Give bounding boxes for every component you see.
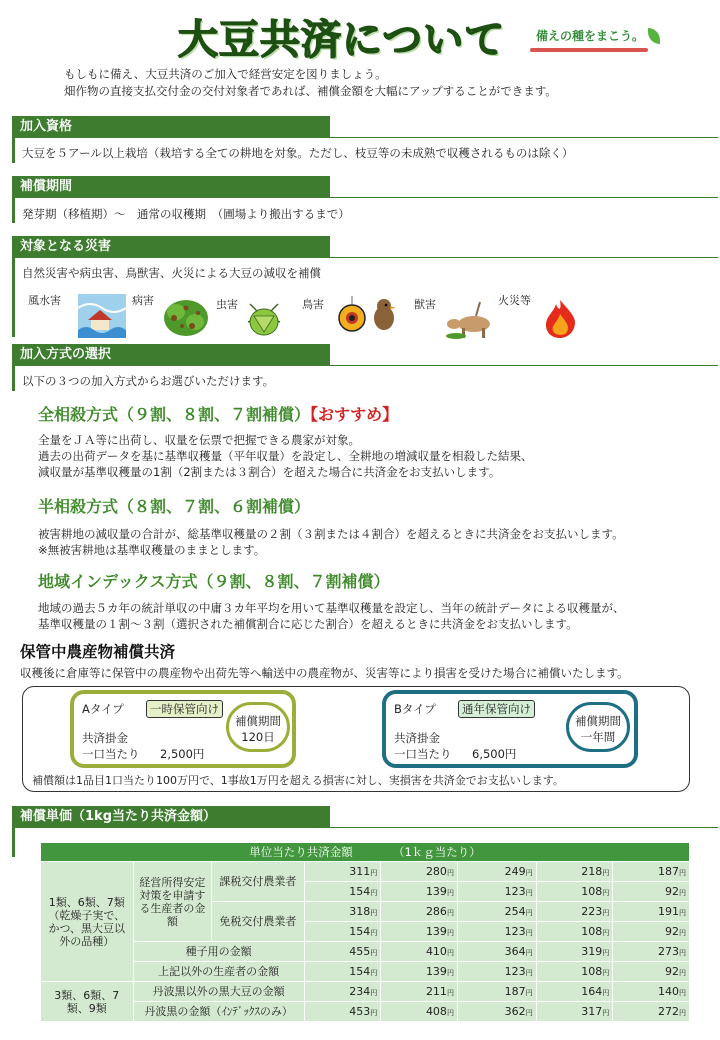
price-cell: 286円 bbox=[381, 902, 457, 921]
storage-note: 補償額は1品目1口当たり100万円で、1事故1万円を超える損害に対し、実損害を共済金でお支払いします。 bbox=[32, 774, 564, 787]
price-cell: 408円 bbox=[381, 1002, 457, 1021]
page-title: 大豆共済について bbox=[178, 17, 506, 63]
price-cell: 453円 bbox=[305, 1002, 381, 1021]
method-half-offset-title: 半相殺方式（８割、７割、６割補償） bbox=[38, 497, 311, 516]
yen-unit: 円 bbox=[525, 949, 533, 957]
price-cell: 92円 bbox=[613, 922, 689, 941]
table-header: 単位当たり共済金額 （1ｋｇ当たり） bbox=[41, 843, 689, 861]
unit-price-table bbox=[40, 842, 690, 1022]
table-row bbox=[41, 862, 689, 881]
type-a-period: 120日 bbox=[241, 730, 275, 744]
yen-unit: 円 bbox=[679, 949, 686, 957]
price-cell: 362円 bbox=[458, 1002, 536, 1021]
hazard-label-animal: 獣害 bbox=[414, 298, 436, 311]
section-bar bbox=[12, 137, 15, 163]
section-bar bbox=[12, 197, 15, 223]
methods-heading: 加入方式の選択 bbox=[12, 344, 330, 366]
type-b-card bbox=[382, 690, 638, 768]
yen-unit: 円 bbox=[679, 989, 686, 997]
price-cell: 249円 bbox=[458, 862, 536, 881]
yen-unit: 円 bbox=[370, 869, 378, 877]
price-cell: 123円 bbox=[458, 922, 536, 941]
price-cell: 234円 bbox=[305, 982, 381, 1001]
divider bbox=[12, 365, 718, 366]
row-label: 種子用の金額 bbox=[134, 942, 304, 961]
yen-unit: 円 bbox=[602, 889, 610, 897]
price-cell: 223円 bbox=[537, 902, 613, 921]
type-b-price: 6,500円 bbox=[472, 747, 517, 761]
type-b-unit-label: 一口当たり bbox=[394, 747, 452, 761]
row-label: 免税交付農業者 bbox=[212, 902, 303, 941]
type-a-period-badge bbox=[226, 702, 290, 752]
yen-unit: 円 bbox=[446, 869, 454, 877]
type-a-unit-label: 一口当たり bbox=[82, 747, 140, 761]
unit-price-heading: 補償単価（1kg当たり共済金額） bbox=[12, 806, 330, 828]
price-cell: 455円 bbox=[305, 942, 381, 961]
price-cell: 187円 bbox=[613, 862, 689, 881]
yen-unit: 円 bbox=[525, 1009, 533, 1017]
hazards-text: 自然災害や病虫害、鳥獣害、火災による大豆の減収を補償 bbox=[22, 266, 321, 280]
yen-unit: 円 bbox=[446, 909, 454, 917]
price-cell: 211円 bbox=[381, 982, 457, 1001]
price-cell: 218円 bbox=[537, 862, 613, 881]
recommended-badge: 【おすすめ】 bbox=[310, 405, 399, 424]
yen-unit: 円 bbox=[370, 969, 378, 977]
yen-unit: 円 bbox=[679, 929, 686, 937]
price-cell: 139円 bbox=[381, 922, 457, 941]
yen-unit: 円 bbox=[679, 969, 686, 977]
yen-unit: 円 bbox=[370, 1009, 378, 1017]
hazard-label-disease: 病害 bbox=[132, 294, 154, 307]
divider bbox=[12, 137, 718, 138]
yen-unit: 円 bbox=[446, 989, 454, 997]
sprout-icon bbox=[648, 28, 660, 44]
yen-unit: 円 bbox=[370, 909, 378, 917]
methods-text: 以下の３つの加入方式からお選びいただけます。 bbox=[22, 374, 275, 388]
yen-unit: 円 bbox=[370, 929, 378, 937]
yen-unit: 円 bbox=[602, 929, 610, 937]
type-b-period: 一年間 bbox=[580, 730, 616, 744]
type-a-period-label: 補償期間 bbox=[235, 714, 281, 728]
storage-title: 保管中農産物補償共済 bbox=[20, 643, 176, 661]
price-cell: 311円 bbox=[305, 862, 381, 881]
price-cell: 123円 bbox=[458, 962, 536, 981]
eligibility-text: 大豆を５アール以上栽培（栽培する全ての耕地を対象。ただし、枝豆等の未成熟で収穫されるものは除く） bbox=[22, 146, 574, 160]
price-cell: 280円 bbox=[381, 862, 457, 881]
price-cell: 139円 bbox=[381, 882, 457, 901]
yen-unit: 円 bbox=[679, 909, 686, 917]
hazard-label-fire: 火災等 bbox=[498, 294, 531, 307]
method-full-offset-name: 全相殺方式（９割、８割、７割補償） bbox=[38, 405, 311, 424]
method-full-offset-line: 全量をＪＡ等に出荷し、収量を伝票で把握できる農家が対象。 bbox=[38, 433, 360, 447]
price-cell: 319円 bbox=[537, 942, 613, 961]
yen-unit: 円 bbox=[602, 869, 610, 877]
price-cell: 92円 bbox=[613, 962, 689, 981]
section-bar bbox=[12, 257, 15, 337]
divider bbox=[12, 197, 718, 198]
type-b-tag: 通年保管向け bbox=[458, 700, 535, 718]
table-row bbox=[41, 962, 689, 981]
price-cell: 139円 bbox=[381, 962, 457, 981]
yen-unit: 円 bbox=[446, 949, 454, 957]
method-index-line: 基準収穫量の１割～３割（選択された補償割合に応じた割合）を超えるときに共済金をお支払いします。 bbox=[38, 617, 578, 631]
price-cell: 123円 bbox=[458, 882, 536, 901]
yen-unit: 円 bbox=[370, 949, 378, 957]
price-cell: 108円 bbox=[537, 922, 613, 941]
table-row bbox=[41, 1002, 689, 1021]
yen-unit: 円 bbox=[525, 969, 533, 977]
yen-unit: 円 bbox=[679, 889, 686, 897]
intro-line-2: 畑作物の直接支払交付金の交付対象者であれば、補償金額を大幅にアップすることができます。 bbox=[64, 84, 557, 98]
price-cell: 272円 bbox=[613, 1002, 689, 1021]
price-cell: 187円 bbox=[458, 982, 536, 1001]
price-cell: 154円 bbox=[305, 882, 381, 901]
period-text: 発芽期（移植期）～ 通常の収穫期 （圃場より搬出するまで） bbox=[22, 207, 350, 221]
price-cell: 273円 bbox=[613, 942, 689, 961]
price-cell: 154円 bbox=[305, 922, 381, 941]
yen-unit: 円 bbox=[679, 1009, 686, 1017]
price-cell: 254円 bbox=[458, 902, 536, 921]
eligibility-heading: 加入資格 bbox=[12, 116, 330, 138]
price-cell: 191円 bbox=[613, 902, 689, 921]
yen-unit: 円 bbox=[370, 989, 378, 997]
price-cell: 164円 bbox=[537, 982, 613, 1001]
method-full-offset-title bbox=[38, 402, 398, 425]
row-label: 課税交付農業者 bbox=[212, 862, 303, 901]
row-label: 丹波黒以外の黒大豆の金額 bbox=[134, 982, 304, 1001]
method-index-line: 地域の過去５カ年の統計単収の中庸３カ年平均を用いて基準収穫量を設定し、当年の統計データによる収穫量が、 bbox=[38, 601, 625, 615]
row-label: 上記以外の生産者の金額 bbox=[134, 962, 304, 981]
yen-unit: 円 bbox=[602, 909, 610, 917]
hazards-heading: 対象となる災害 bbox=[12, 236, 330, 258]
yen-unit: 円 bbox=[446, 969, 454, 977]
method-full-offset-line: 過去の出荷データを基に基準収穫量（平年収量）を設定し、全耕地の増減収量を相殺した結果、 bbox=[38, 449, 533, 463]
hazard-label-insect: 虫害 bbox=[216, 298, 238, 311]
type-b-premium-label: 共済掛金 bbox=[394, 731, 440, 745]
diseased-leaf-icon bbox=[162, 296, 210, 340]
divider bbox=[12, 827, 718, 828]
yen-unit: 円 bbox=[446, 889, 454, 897]
type-a-price: 2,500円 bbox=[160, 747, 205, 761]
slogan-text: 備えの種をまこう。 bbox=[536, 29, 645, 43]
price-cell: 108円 bbox=[537, 882, 613, 901]
yen-unit: 円 bbox=[525, 869, 533, 877]
type-a-label: Aタイプ bbox=[82, 702, 124, 716]
method-half-offset-line: ※無被害耕地は基準収穫量のままとします。 bbox=[38, 543, 266, 557]
type-a-tag: 一時保管向け bbox=[146, 700, 223, 718]
stink-bug-icon bbox=[242, 298, 286, 338]
group-2-label: 3類、6類、7類、9類 bbox=[41, 982, 133, 1021]
fire-icon bbox=[540, 298, 580, 338]
method-half-offset-line: 被害耕地の減収量の合計が、総基準収穫量の２割（３割または４割合）を超えるときに共済金をお支払いします。 bbox=[38, 527, 624, 541]
yen-unit: 円 bbox=[525, 929, 533, 937]
table-row bbox=[41, 942, 689, 961]
yen-unit: 円 bbox=[602, 949, 610, 957]
section-bar bbox=[12, 365, 15, 391]
slogan-underline bbox=[530, 48, 648, 52]
price-cell: 364円 bbox=[458, 942, 536, 961]
hazard-label-bird: 鳥害 bbox=[302, 298, 324, 311]
price-cell: 154円 bbox=[305, 962, 381, 981]
price-cell: 140円 bbox=[613, 982, 689, 1001]
yen-unit: 円 bbox=[525, 889, 533, 897]
period-heading: 補償期間 bbox=[12, 176, 330, 198]
yen-unit: 円 bbox=[602, 1009, 610, 1017]
slogan-logo bbox=[530, 24, 660, 50]
price-cell: 318円 bbox=[305, 902, 381, 921]
method-full-offset-line: 減収量が基準収穫量の1割（2割または３割合）を超えた場合に共済金をお支払いします。 bbox=[38, 465, 501, 479]
type-b-period-badge bbox=[566, 702, 630, 752]
yen-unit: 円 bbox=[602, 989, 610, 997]
yen-unit: 円 bbox=[446, 929, 454, 937]
hazard-label-flood: 風水害 bbox=[28, 294, 61, 307]
type-b-period-label: 補償期間 bbox=[575, 714, 621, 728]
yen-unit: 円 bbox=[370, 889, 378, 897]
price-cell: 317円 bbox=[537, 1002, 613, 1021]
price-cell: 410円 bbox=[381, 942, 457, 961]
table-header-row bbox=[41, 843, 689, 861]
group-1-label: 1類、6類、7類（乾燥子実で、かつ、黒大豆以外の品種） bbox=[41, 862, 133, 981]
storage-text: 収穫後に倉庫等に保管中の農産物や出荷先等へ輸送中の農産物が、災害等により損害を受けた場合に補償いたします。 bbox=[20, 666, 629, 680]
divider bbox=[12, 257, 718, 258]
yen-unit: 円 bbox=[446, 1009, 454, 1017]
table-row bbox=[41, 982, 689, 1001]
price-cell: 108円 bbox=[537, 962, 613, 981]
yen-unit: 円 bbox=[602, 969, 610, 977]
yen-unit: 円 bbox=[525, 989, 533, 997]
section-bar bbox=[12, 827, 15, 857]
subgroup-label: 経営所得安定対策を申請する生産者の金額 bbox=[134, 862, 212, 941]
method-index-title: 地域インデックス方式（９割、８割、７割補償） bbox=[38, 572, 390, 591]
yen-unit: 円 bbox=[679, 869, 686, 877]
bird-icon bbox=[338, 296, 400, 336]
type-b-label: Bタイプ bbox=[394, 702, 436, 716]
flood-house-icon bbox=[78, 294, 126, 338]
row-label: 丹波黒の金額（ｲﾝﾃﾞｯｸｽのみ） bbox=[134, 1002, 304, 1021]
intro-line-1: もしもに備え、大豆共済のご加入で経営安定を図りましょう。 bbox=[64, 67, 387, 81]
deer-icon bbox=[444, 298, 498, 340]
price-cell: 92円 bbox=[613, 882, 689, 901]
type-a-premium-label: 共済掛金 bbox=[82, 731, 128, 745]
yen-unit: 円 bbox=[525, 909, 533, 917]
type-a-card bbox=[70, 690, 296, 768]
